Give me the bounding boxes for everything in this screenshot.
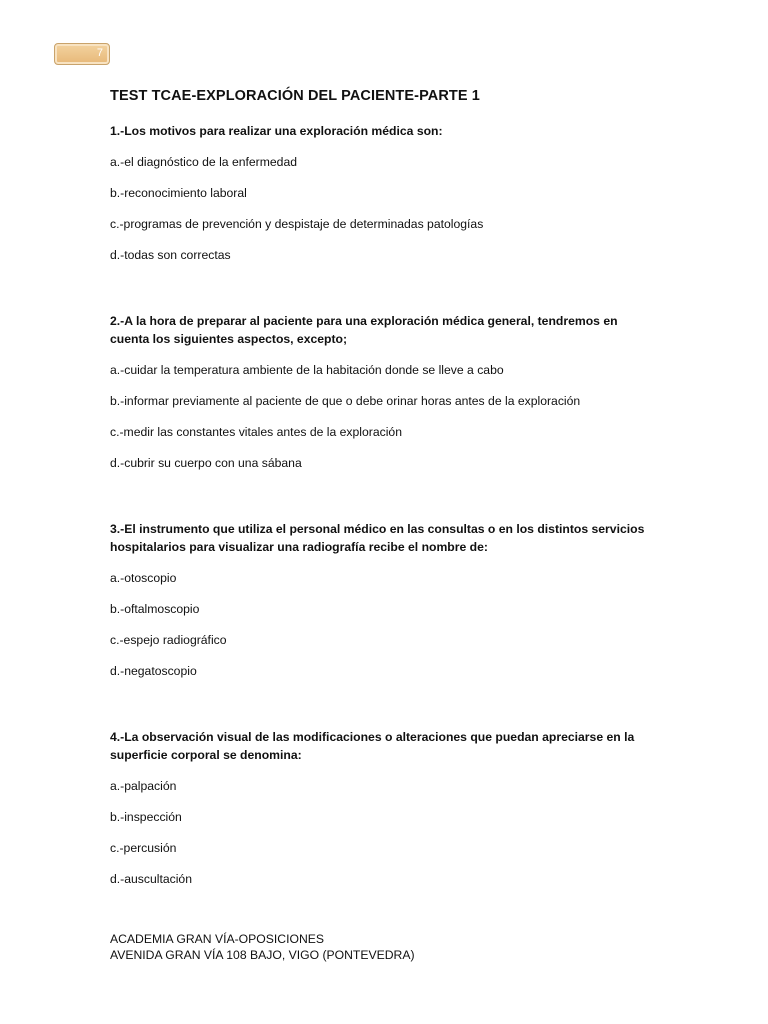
option-text: c.-percusión [110,841,177,855]
page-number-badge [54,43,110,65]
question-3-text [110,520,670,556]
option-text: b.-oftalmoscopio [110,602,200,616]
question-4-text [110,728,670,764]
page-footer [110,931,415,963]
question-3-line-2: hospitalarios para visualizar una radiografía recibe el nombre de: [110,540,488,554]
option-text: d.-todas son correctas [110,248,231,262]
footer-line-1: ACADEMIA GRAN VÍA-OPOSICIONES [110,932,325,946]
question-1-options [110,153,670,264]
question-3-line-1: 3.-El instrumento que utiliza el personal médico en las consultas o en los distintos servicios [110,522,645,536]
document-body [110,88,670,888]
question-1-text: 1.-Los motivos para realizar una exploración médica son: [110,124,443,138]
option-text: c.-programas de prevención y despistaje de determinadas patologías [110,217,484,231]
option-text: c.-medir las constantes vitales antes de la exploración [110,425,402,439]
option-text: d.-cubrir su cuerpo con una sábana [110,456,302,470]
footer-line-2: AVENIDA GRAN VÍA 108 BAJO, VIGO (PONTEVEDRA) [110,948,415,962]
option-text: a.-el diagnóstico de la enfermedad [110,155,297,169]
question-4-line-1: 4.-La observación visual de las modificaciones o alteraciones que puedan apreciarse en la [110,730,635,744]
option-text: b.-informar previamente al paciente de que o debe orinar horas antes de la exploración [110,394,581,408]
option-text: b.-inspección [110,810,182,824]
option-text: d.-auscultación [110,872,192,886]
page-number: 7 [96,47,103,59]
document-title: TEST TCAE-EXPLORACIÓN DEL PACIENTE-PARTE 1 [110,88,480,104]
option-text: a.-cuidar la temperatura ambiente de la habitación donde se lleve a cabo [110,363,504,377]
question-2-options [110,361,670,472]
option-text: a.-palpación [110,779,177,793]
question-2-text [110,312,670,348]
option-text: c.-espejo radiográfico [110,633,227,647]
option-text: a.-otoscopio [110,571,177,585]
option-text: d.-negatoscopio [110,664,197,678]
question-3-options [110,569,670,680]
option-text: b.-reconocimiento laboral [110,186,247,200]
question-4-line-2: superficie corporal se denomina: [110,748,302,762]
question-4-options [110,777,670,888]
question-2-line-2: cuenta los siguientes aspectos, excepto; [110,332,348,346]
question-2-line-1: 2.-A la hora de preparar al paciente para una exploración médica general, tendremos en [110,314,618,328]
